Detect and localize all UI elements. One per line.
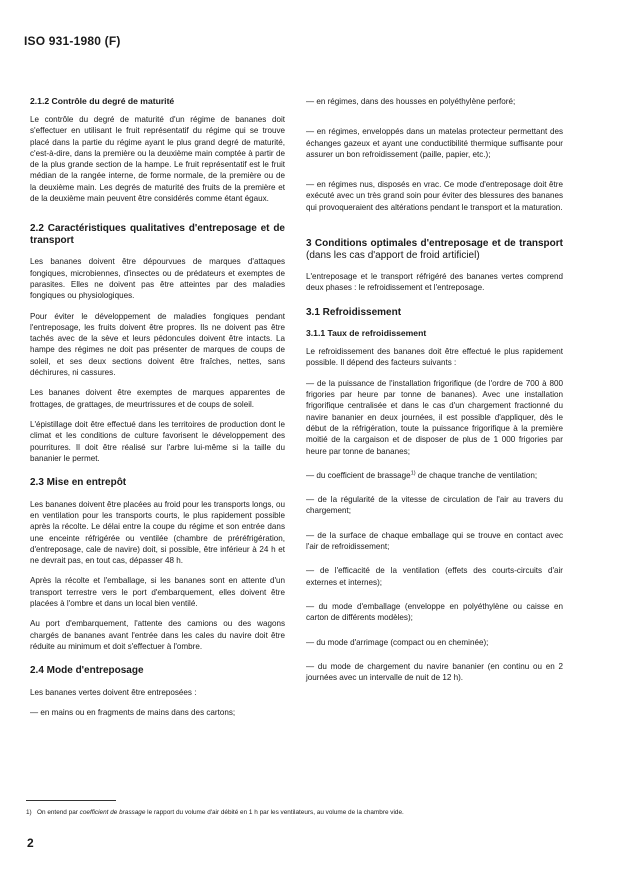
section-3-title-qualifier: (dans les cas d'apport de froid artificiel) <box>306 249 480 261</box>
list-item: — en régimes nus, disposés en vrac. Ce mode d'entreposage doit être exécuté avec un très grand soin pour éviter des blessures des bananes qui provoqueraient des altérations pendant le transport et la maturation. <box>306 180 563 212</box>
paragraph: Pour éviter le développement de maladies fongiques pendant l'entreposage, les fruits doivent être propres. Ils ne doivent pas être tachés avec de la sève et leurs pédoncules doivent être intacts. La hampe des régimes ne doit pas présenter de marques de coups de soleil, et ses deux sections doivent être fraîches, nettes, sans déchirures, ni cassures. <box>30 311 285 378</box>
list-item <box>306 470 563 481</box>
paragraph: Les bananes doivent être dépourvues de marques d'attaques fongiques, microbiennes, d'insectes ou de prédateurs et exemptes de parasites. Elles ne doivent pas être atteintes par des maladies fongiques ou physiologiques. <box>30 257 285 301</box>
list-item: — en régimes, dans des housses en polyéthylène perforé; <box>306 97 516 106</box>
list-item: — du mode d'emballage (enveloppe en polyéthylène ou caisse en carton de différents modèles); <box>306 601 563 623</box>
paragraph: Le refroidissement des bananes doit être effectué le plus rapidement possible. Il dépend des facteurs suivants : <box>306 347 563 368</box>
list-item: — du mode de chargement du navire bananier (en continu ou en 2 journées avec un intervalle de nuit de 12 h). <box>306 661 563 683</box>
list-item: — en régimes, enveloppés dans un matelas protecteur permettant des échanges gazeux et ayant une conductibilité thermique suffisante pour assurer un bon refroidissement (paille, papier, etc.); <box>306 127 563 159</box>
section-3-1-title: 3.1 Refroidissement <box>306 306 402 318</box>
section-2-4-title: 2.4 Mode d'entreposage <box>30 665 144 677</box>
paragraph: Après la récolte et l'emballage, si les bananes sont en attente d'un transport terrestre vers le port d'embarquement, elles doivent être placées à l'ombre et dans un local bien ventilé. <box>30 576 285 608</box>
paragraph: L'épistillage doit être effectué dans les territoires de production dont le climat et les conditions de culture favorisent le développement des pourritures. Il doit être réalisé sur l'arbre lui-même si la taille du bananier le permet. <box>30 419 285 463</box>
section-2-3-title: 2.3 Mise en entrepôt <box>30 477 127 489</box>
footnote <box>26 808 596 817</box>
section-3-title-main: 3 Conditions optimales d'entreposage et de transport <box>306 238 563 250</box>
paragraph: Les bananes doivent être exemptes de marques apparentes de frottages, de grattages, de meurtrissures et de coups de soleil. <box>30 388 285 409</box>
section-2-2-title: 2.2 Caractéristiques qualitatives d'entreposage et de transport <box>30 223 285 246</box>
footnote-text: On entend par <box>37 809 80 816</box>
list-item: — de la puissance de l'installation frigorifique (de l'ordre de 700 à 800 frigories par heure par tonne de bananes). Avec une installation frigorifique centralisée et dans le cas d'un chargement fractionné du navire bananier en deux journées, il est possible d'appliquer, dès le début de la réfrigération, toute la puissance frigorifique à la première moitié de la cargaison et de disposer de plus de 1 000 frigories par heure par tonne de bananes; <box>306 378 563 456</box>
footnote-ref: 1) <box>410 470 416 477</box>
paragraph: Au port d'embarquement, l'attente des camions ou des wagons chargés de bananes avant l'entrée dans les cales du navire doit être réduite au minimum et doit s'effectuer à l'ombre. <box>30 619 285 651</box>
paragraph: L'entreposage et le transport réfrigéré des bananes vertes comprend deux phases : le refroidissement et l'entreposage. <box>306 272 563 293</box>
right-column <box>306 96 563 692</box>
list-item: — du mode d'arrimage (compact ou en cheminée); <box>306 637 489 647</box>
page-number: 2 <box>27 836 34 850</box>
section-3-1-1-title: 3.1.1 Taux de refroidissement <box>306 328 427 339</box>
list-item: — de la surface de chaque emballage qui se trouve en contact avec l'air de refroidissement; <box>306 530 563 552</box>
footnote-number: 1) <box>26 809 32 816</box>
list-item: — en mains ou en fragments de mains dans des cartons; <box>30 707 236 717</box>
footnote-separator <box>26 800 116 801</box>
list-item: — de la régularité de la vitesse de circulation de l'air au travers du chargement; <box>306 495 563 516</box>
paragraph: Le contrôle du degré de maturité d'un régime de bananes doit s'effectuer en utilisant le fruit représentatif du régime qui se trouve placé dans la partie du régime ayant le plus grand degré de maturité, c'est-à-dire, dans la première ou la deuxième main comptée à partir de de la plus grande section de la hampe. Le fruit représentatif est le fruit médian de la rangée interne, de forme normale, de la première ou de la deuxième main. Les degrés de maturité des fruits de la première et de la deuxième main peuvent être considérés comme étant égaux. <box>30 115 285 204</box>
list-item-text: de chaque tranche de ventilation; <box>415 470 538 480</box>
section-2-1-2-title: 2.1.2 Contrôle du degré de maturité <box>30 96 175 106</box>
paragraph: Les bananes doivent être placées au froid pour les transports longs, ou en ventilation pour les transports courts, le plus rapidement possible après la récolte. Le délai entre la coupe du régime et son entrée dans une enceinte réfrigérée ou ventilée (chambre de préréfrigération, d'entreposage, cale de navire) doit, si possible, être inférieur à 24 h et ne devrait pas, en tout cas, dépasser 48 h. <box>30 499 285 566</box>
list-item-text: — du coefficient de brassage <box>306 470 411 480</box>
footnote-text: le rapport du volume d'air débité en 1 h par les ventilateurs, au volume de la chambre vide. <box>145 809 404 816</box>
footnote-term: coefficient de brassage <box>79 809 146 816</box>
document-id: ISO 931-1980 (F) <box>24 34 121 48</box>
left-column <box>30 96 285 727</box>
list-item: — de l'efficacité de la ventilation (effets des courts-circuits d'air externes et internes); <box>306 566 563 587</box>
paragraph: Les bananes vertes doivent être entreposées : <box>30 687 197 697</box>
section-3-title <box>306 238 563 261</box>
